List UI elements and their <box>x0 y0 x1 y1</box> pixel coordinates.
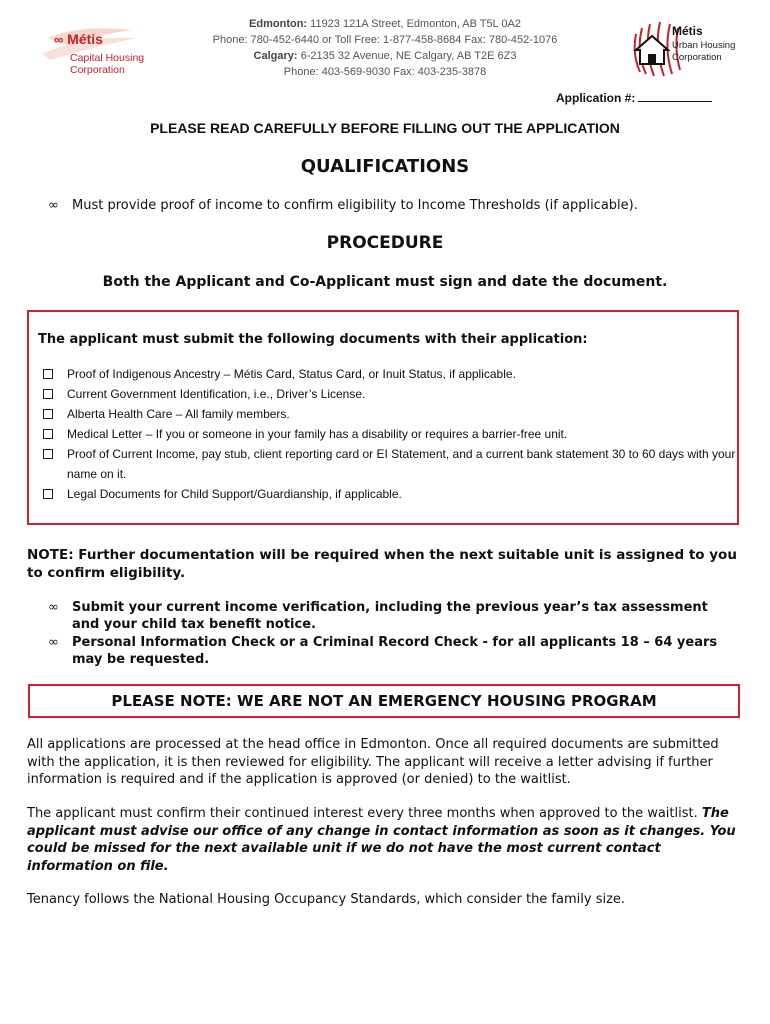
logo-left-sub1: Capital Housing <box>70 52 145 64</box>
checkbox-icon[interactable] <box>43 429 53 439</box>
tenancy-paragraph: Tenancy follows the National Housing Occupancy Standards, which consider the family size. <box>27 892 626 907</box>
checkbox-icon[interactable] <box>43 409 53 419</box>
note-text: NOTE: Further documentation will be required when the next suitable unit is assigned to you to confirm eligibility. <box>27 547 737 581</box>
infinity-bullet-icon: ∞ <box>48 600 59 615</box>
checkbox-icon[interactable] <box>43 489 53 499</box>
logo-left-name: ∞ Métis <box>54 31 103 47</box>
documents-box <box>27 310 739 525</box>
note-bullet: ∞ Submit your current income verification, including the previous year’s tax assessment and your child tax benefit notice. <box>48 600 708 632</box>
confirm-paragraph <box>27 805 747 875</box>
document-item[interactable]: Alberta Health Care – All family members. <box>43 404 737 424</box>
document-item[interactable]: Proof of Indigenous Ancestry – Métis Card, Status Card, or Inuit Status, if applicable. <box>43 364 737 384</box>
application-number-label: Application #: <box>556 91 636 105</box>
documents-list <box>43 364 737 504</box>
calgary-phone: Phone: 403-569-9030 Fax: 403-235-3878 <box>283 66 487 78</box>
intro-heading: PLEASE READ CAREFULLY BEFORE FILLING OUT THE APPLICATION <box>150 120 620 136</box>
logo-right-sub1: Urban Housing <box>672 40 736 51</box>
emergency-note-box: PLEASE NOTE: WE ARE NOT AN EMERGENCY HOUSING PROGRAM <box>28 684 740 718</box>
document-item[interactable]: Medical Letter – If you or someone in your family has a disability or requires a barrier-free unit. <box>43 424 737 444</box>
checkbox-icon[interactable] <box>43 449 53 459</box>
document-item[interactable]: Legal Documents for Child Support/Guardianship, if applicable. <box>43 484 737 504</box>
checkbox-icon[interactable] <box>43 389 53 399</box>
confirm-emphasis: The applicant must advise our office of any change in contact information as soon as it changes. You could be missed for the next available unit if we do not have the most current contact information on file. <box>27 806 736 874</box>
application-number-field[interactable] <box>556 90 712 105</box>
document-item[interactable]: Proof of Current Income, pay stub, client reporting card or EI Statement, and a current bank statement 30 to 60 days with your name on it. <box>43 444 737 484</box>
urban-housing-logo <box>628 14 748 84</box>
qualifications-item <box>48 198 638 213</box>
calgary-address-line: Calgary: 6-2135 32 Avenue, NE Calgary, AB T2E 6Z3 <box>253 50 517 62</box>
edmonton-address-line: Edmonton: 11923 121A Street, Edmonton, AB T5L 0A2 <box>249 18 521 30</box>
documents-box-title: The applicant must submit the following documents with their application: <box>38 332 588 347</box>
document-item[interactable]: Current Government Identification, i.e., Driver’s License. <box>43 384 737 404</box>
logo-right-name: Métis <box>672 24 703 38</box>
checkbox-icon[interactable] <box>43 369 53 379</box>
infinity-bullet-icon: ∞ <box>48 635 59 650</box>
infinity-bullet-icon: ∞ <box>48 198 59 213</box>
header-contact <box>180 16 590 80</box>
edmonton-phone: Phone: 780-452-6440 or Toll Free: 1-877-458-8684 Fax: 780-452-1076 <box>212 34 558 46</box>
qualifications-title: QUALIFICATIONS <box>300 156 470 177</box>
capital-housing-logo <box>40 26 170 82</box>
note-bullet: ∞ Personal Information Check or a Criminal Record Check - for all applicants 18 – 64 years may be requested. <box>48 635 718 667</box>
logo-left-sub2: Corporation <box>70 64 125 76</box>
logo-right-sub2: Corporation <box>672 52 722 63</box>
processing-paragraph: All applications are processed at the head office in Edmonton. Once all required documents are submitted with the application, it is then reviewed for eligibility. The applicant will receive a letter advising if further information is required and if the application is approved (or denied) to the waitlist. <box>27 737 719 787</box>
procedure-subtitle: Both the Applicant and Co-Applicant must sign and date the document. <box>102 274 668 290</box>
confirm-text: The applicant must confirm their continued interest every three months when approved to the waitlist. <box>27 806 698 821</box>
procedure-title: PROCEDURE <box>326 233 444 253</box>
qualifications-text: Must provide proof of income to confirm eligibility to Income Thresholds (if applicable). <box>72 198 638 213</box>
application-number-line[interactable] <box>638 90 712 102</box>
